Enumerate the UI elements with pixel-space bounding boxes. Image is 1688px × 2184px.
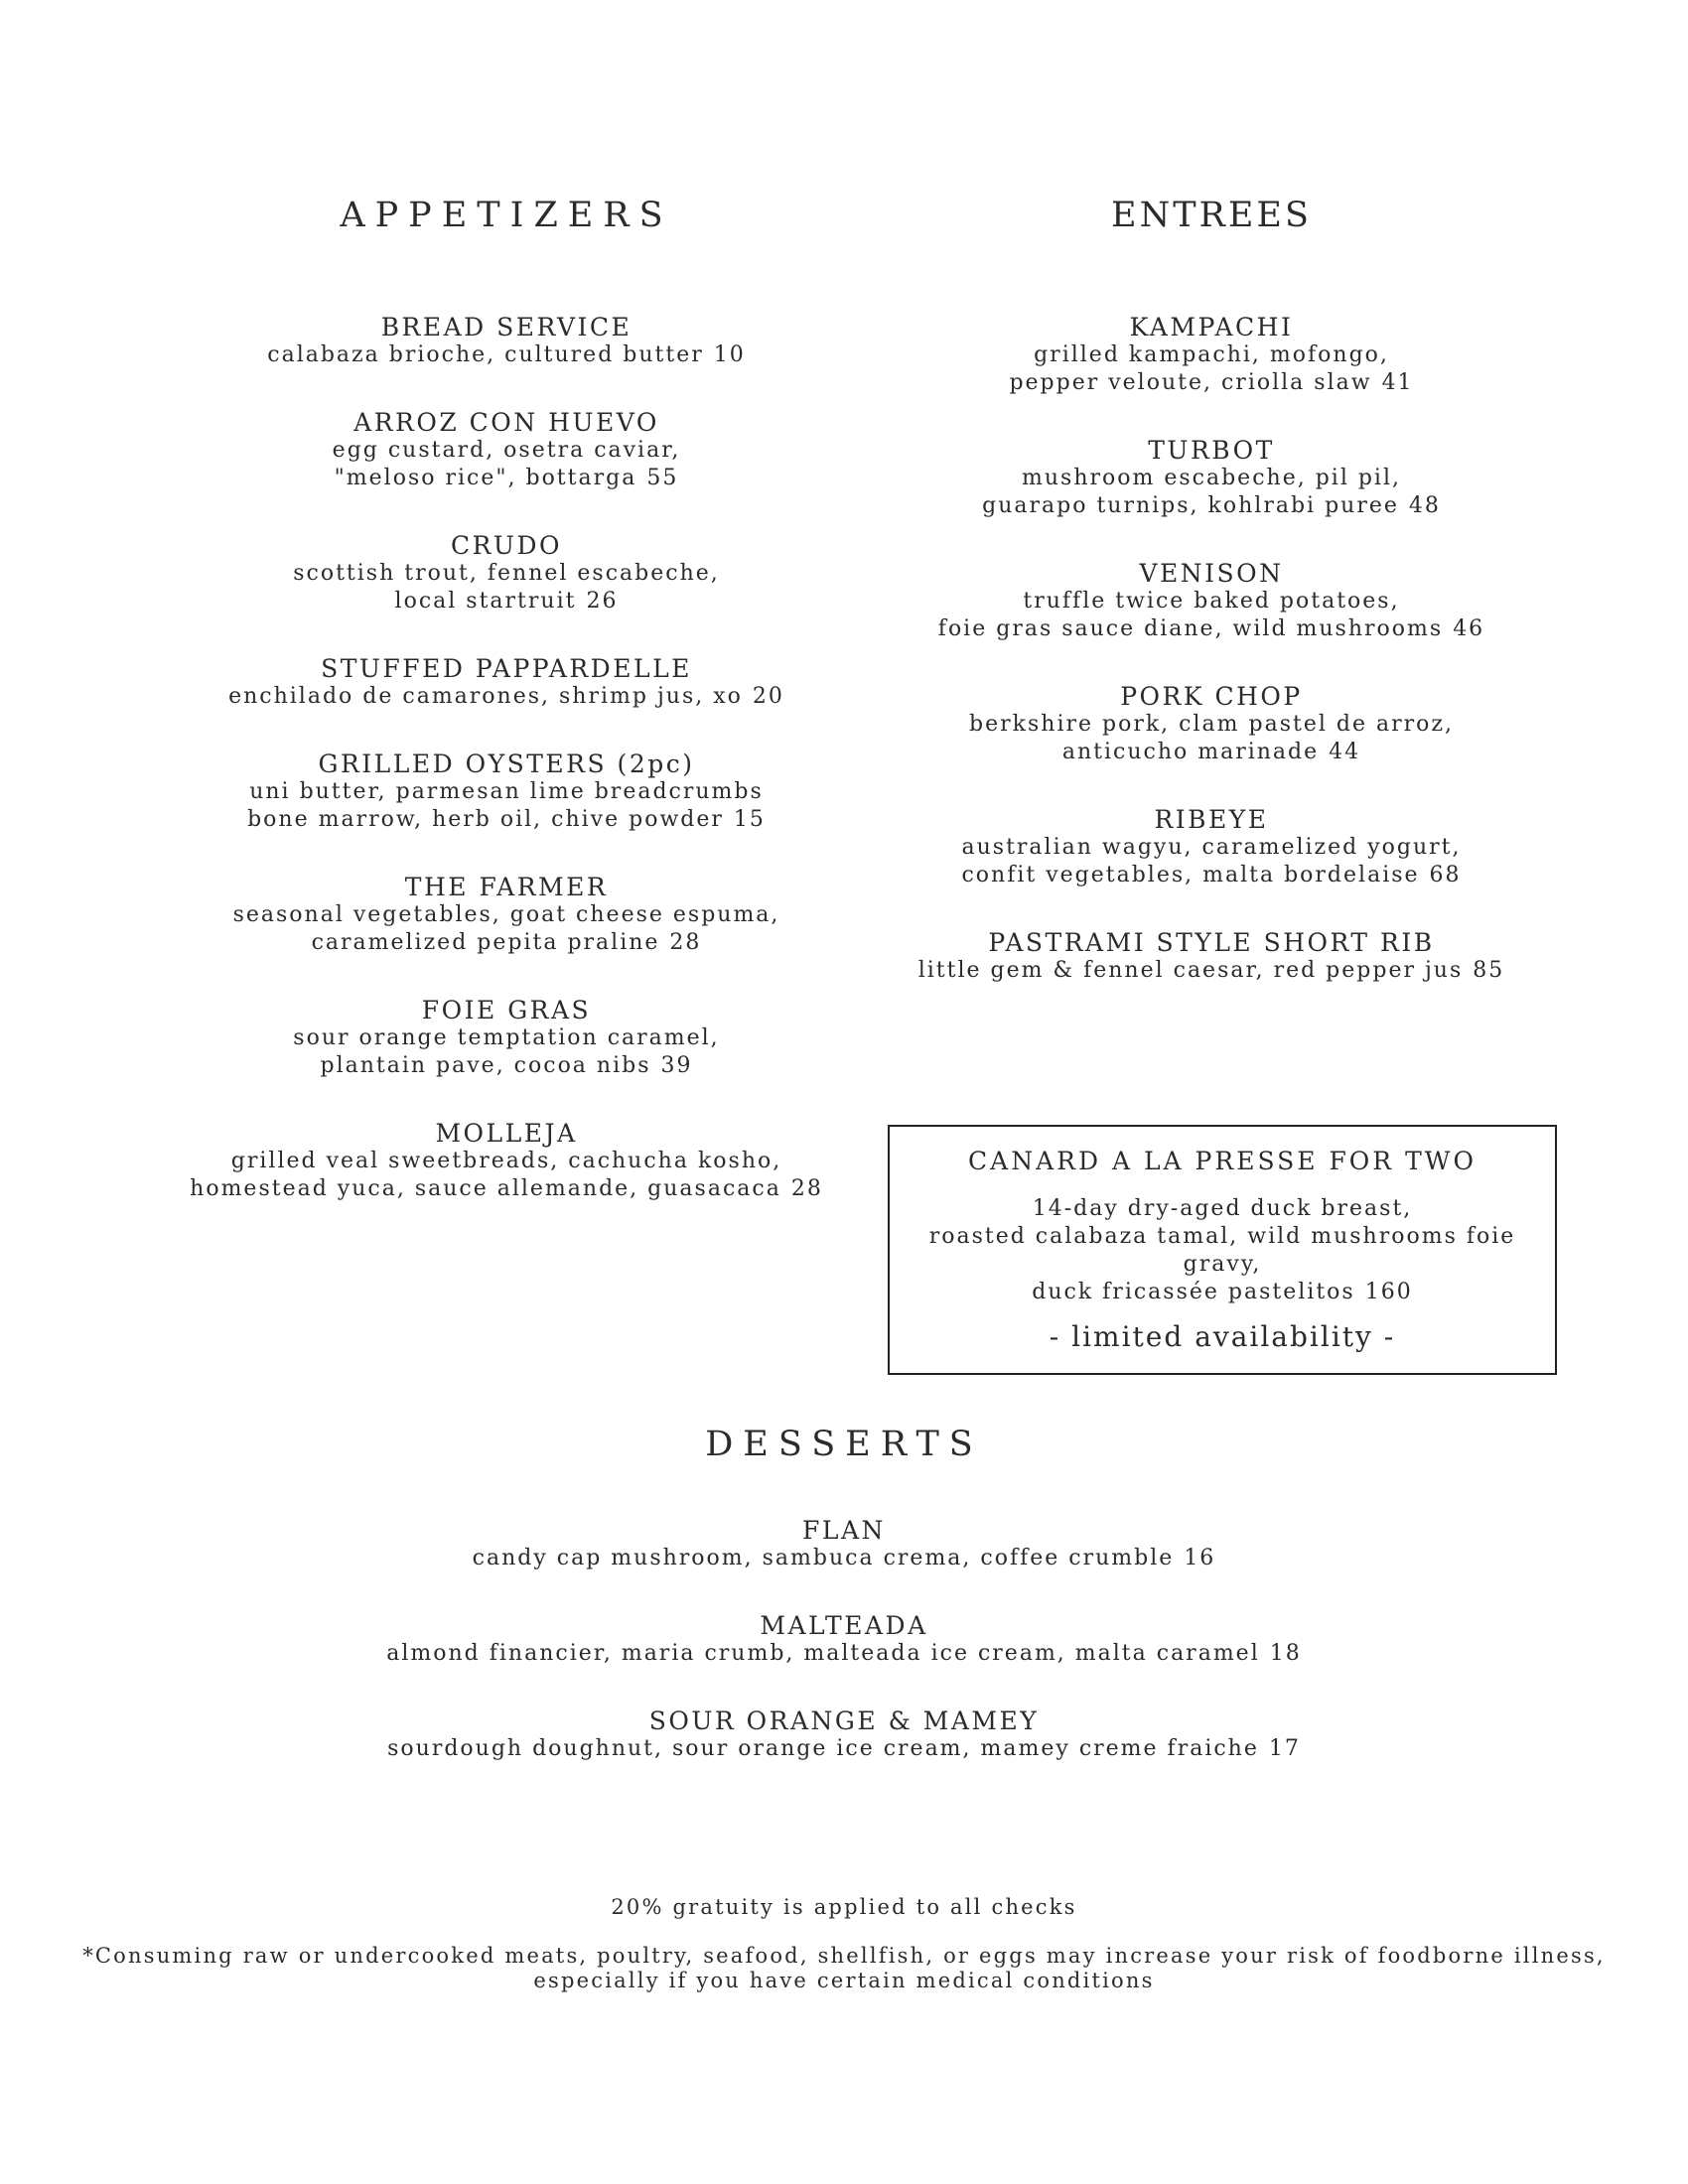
item-name: VENISON [1139, 559, 1284, 588]
item-desc: candy cap mushroom, sambuca crema, coffee crumble [472, 1546, 1175, 1570]
item-name: ARROZ CON HUEVO [353, 408, 659, 437]
item-price: 28 [790, 1176, 823, 1201]
item-desc: sourdough doughnut, sour orange ice cream, mamey creme fraiche [387, 1736, 1259, 1761]
item-price: 85 [1473, 958, 1505, 983]
item-price: 18 [1269, 1641, 1302, 1666]
item-desc: seasonal vegetables, goat cheese espuma, caramelized pepita praline [232, 902, 780, 955]
entrees-title: ENTREES [1111, 196, 1312, 235]
item-desc: enchilado de camarones, shrimp jus, xo [228, 684, 743, 709]
item-desc: grilled kampachi, mofongo, pepper veloute, criolla slaw [1009, 342, 1389, 395]
menu-item [0, 1517, 1688, 1572]
item-name: SOUR ORANGE & MAMEY [648, 1706, 1040, 1735]
item-price: 10 [713, 342, 746, 367]
item-price: 17 [1268, 1736, 1301, 1761]
item-name: FLAN [802, 1516, 886, 1545]
item-name: PASTRAMI STYLE SHORT RIB [988, 928, 1435, 957]
item-price: 16 [1184, 1546, 1216, 1570]
menu-item [0, 1707, 1688, 1763]
health-disclaimer-line1: *Consuming raw or undercooked meats, poultry, seafood, shellfish, or eggs may increase your risk of foodborne illness, [82, 1944, 1606, 1968]
desserts-title: DESSERTS [705, 1425, 983, 1464]
menu-item [139, 532, 874, 615]
menu-item [854, 437, 1569, 520]
feature-note: - limited availability - [1049, 1320, 1396, 1353]
item-desc: berkshire pork, clam pastel de arroz, anticucho marinade [969, 712, 1454, 764]
item-price: 48 [1408, 493, 1441, 518]
item-price: 15 [733, 807, 766, 832]
item-price: 68 [1429, 863, 1462, 887]
menu-item [139, 1120, 874, 1203]
menu-item [139, 655, 874, 711]
feature-price: 160 [1364, 1280, 1413, 1304]
item-price: 39 [660, 1053, 693, 1078]
item-price: 46 [1453, 616, 1485, 641]
desserts-section [0, 1425, 1688, 1803]
item-price: 20 [752, 684, 784, 709]
item-name: KAMPACHI [1129, 313, 1294, 341]
feature-desc: 14-day dry-aged duck breast, roasted calabaza tamal, wild mushrooms foie gravy, duck fricassée pastelitos [928, 1196, 1516, 1304]
item-name: RIBEYE [1154, 805, 1269, 834]
item-name: THE FARMER [404, 873, 609, 901]
item-price: 28 [669, 930, 702, 955]
gratuity-note: 20% gratuity is applied to all checks [611, 1895, 1077, 1919]
entrees-list [854, 314, 1569, 1024]
item-desc: scottish trout, fennel escabeche, local startruit [293, 561, 720, 614]
health-disclaimer-line2: especially if you have certain medical conditions [533, 1969, 1155, 1992]
item-name: PORK CHOP [1120, 682, 1303, 711]
item-name: MOLLEJA [435, 1119, 578, 1148]
item-name: GRILLED OYSTERS (2pc) [318, 750, 695, 778]
menu-item [139, 751, 874, 834]
menu-item [139, 997, 874, 1080]
menu-item [854, 314, 1569, 397]
footer [0, 1895, 1688, 1993]
item-desc: sour orange temptation caramel, plantain pave, cocoa nibs [293, 1025, 720, 1078]
menu-item [854, 560, 1569, 643]
item-desc: australian wagyu, caramelized yogurt, confit vegetables, malta bordelaise [961, 835, 1462, 887]
item-price: 41 [1381, 370, 1414, 395]
item-desc: grilled veal sweetbreads, cachucha kosho, homestead yuca, sauce allemande, guasacaca [190, 1149, 782, 1201]
item-price: 55 [646, 466, 679, 490]
item-name: BREAD SERVICE [380, 313, 633, 341]
item-name: CRUDO [450, 531, 563, 560]
menu-item [139, 314, 874, 369]
menu-item [139, 409, 874, 492]
item-price: 26 [586, 589, 619, 614]
menu-item [0, 1612, 1688, 1668]
item-desc: calabaza brioche, cultured butter [267, 342, 704, 367]
item-desc: truffle twice baked potatoes, foie gras sauce diane, wild mushrooms [937, 589, 1444, 641]
menu-item [139, 874, 874, 957]
menu-item [854, 806, 1569, 889]
item-name: STUFFED PAPPARDELLE [321, 654, 692, 683]
item-desc: uni butter, parmesan lime breadcrumbs bone marrow, herb oil, chive powder [247, 779, 764, 832]
feature-box [888, 1125, 1557, 1375]
menu-item [854, 683, 1569, 766]
item-desc: little gem & fennel caesar, red pepper jus [917, 958, 1464, 983]
appetizers-title: APPETIZERS [340, 196, 673, 235]
item-price: 44 [1329, 740, 1361, 764]
feature-name: CANARD A LA PRESSE FOR TWO [968, 1147, 1477, 1175]
item-desc: egg custard, osetra caviar, "meloso rice", bottarga [332, 438, 681, 490]
appetizers-list [139, 314, 874, 1243]
item-desc: almond financier, maria crumb, malteada ice cream, malta caramel [386, 1641, 1260, 1666]
item-name: MALTEADA [760, 1611, 928, 1640]
item-desc: mushroom escabeche, pil pil, guarapo turnips, kohlrabi puree [982, 466, 1401, 518]
item-name: FOIE GRAS [421, 996, 592, 1024]
menu-item [854, 929, 1569, 985]
item-name: TURBOT [1148, 436, 1275, 465]
